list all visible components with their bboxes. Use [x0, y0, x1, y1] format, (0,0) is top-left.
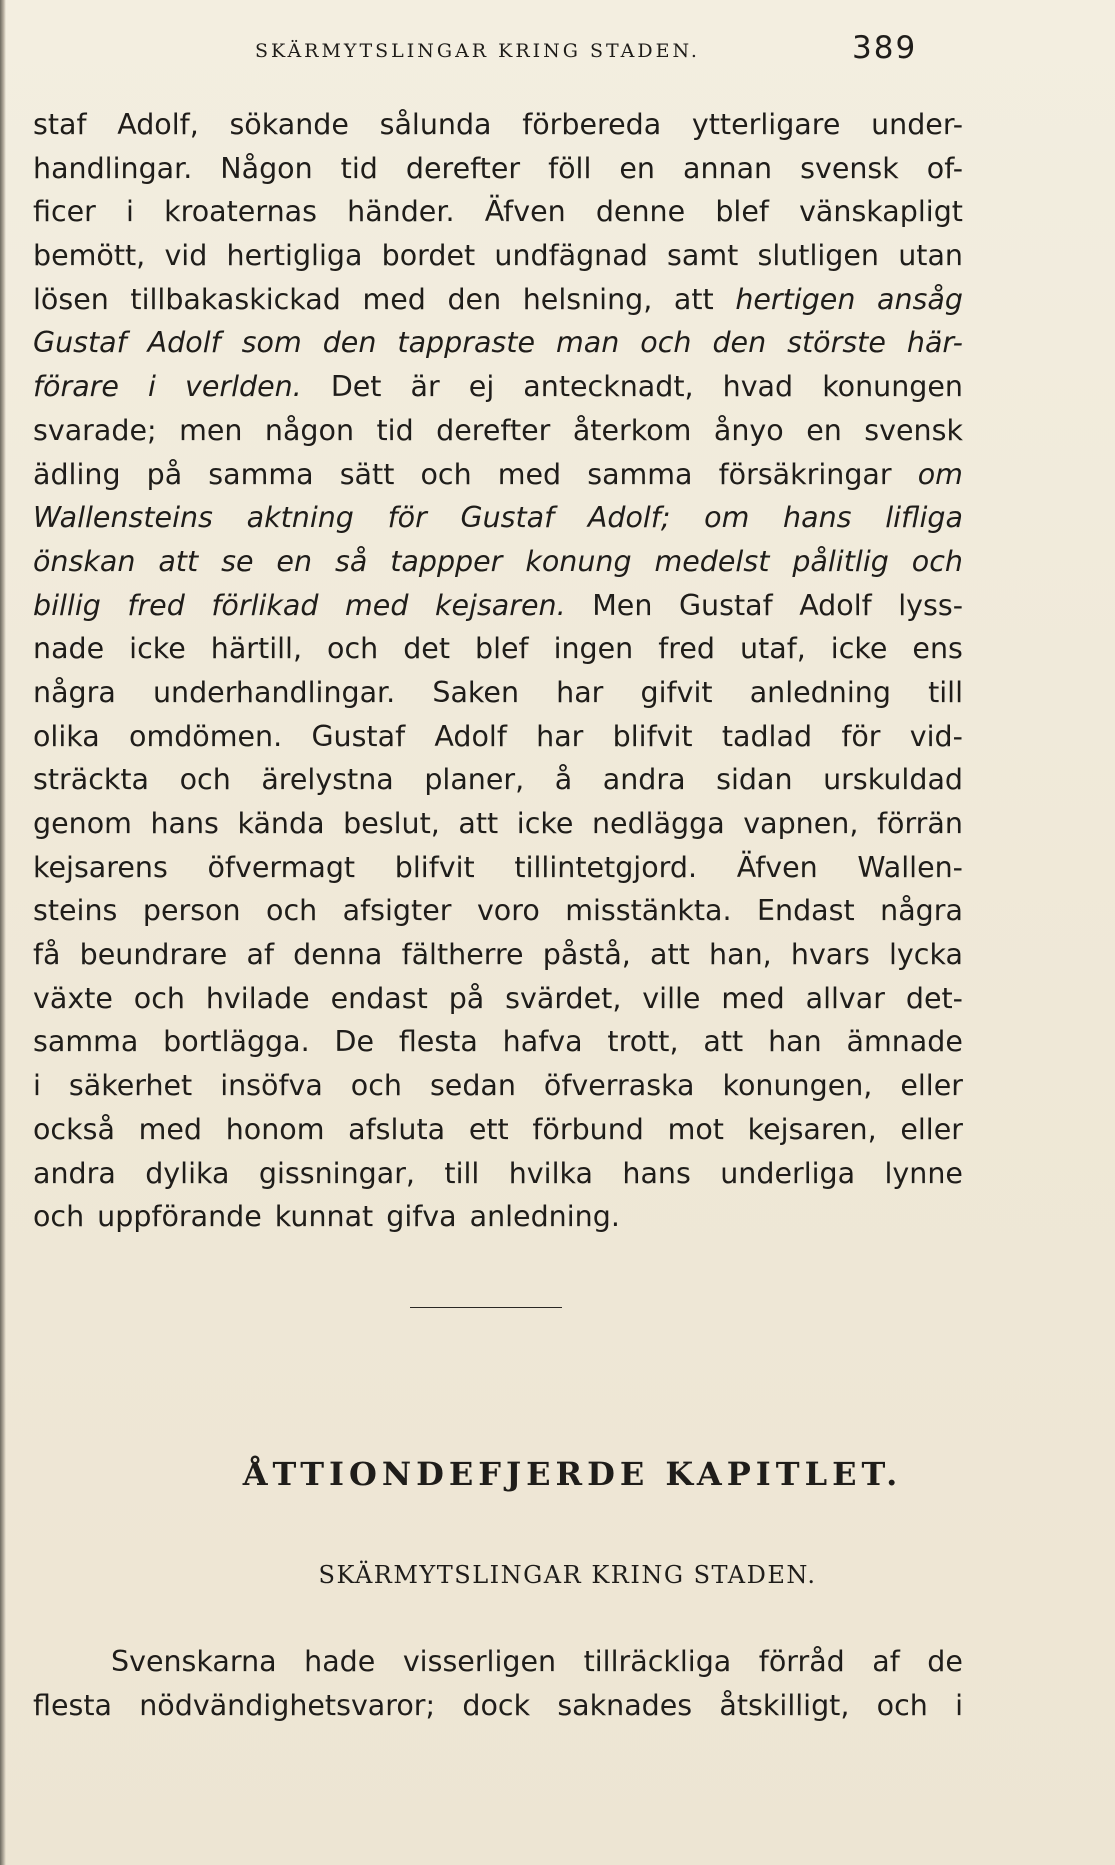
- word: misstänkta.: [565, 894, 732, 928]
- word: uppförande: [97, 1200, 262, 1234]
- page-number: 389: [852, 30, 918, 66]
- word: ansåg: [877, 282, 963, 316]
- word: beslut,: [343, 807, 440, 840]
- word: på: [146, 457, 183, 491]
- word: konungen,: [722, 1069, 873, 1103]
- word: de: [927, 1645, 963, 1678]
- word: beundrare: [79, 938, 228, 972]
- word: i: [147, 370, 156, 404]
- word: of-: [926, 151, 963, 185]
- word: och: [876, 1688, 928, 1722]
- word: Adolf: [799, 588, 872, 622]
- word: denne: [595, 195, 686, 229]
- word: och: [133, 981, 185, 1015]
- word: det-: [905, 981, 963, 1015]
- text-line: [33, 584, 963, 628]
- word: med: [362, 282, 426, 316]
- word: förbund: [532, 1112, 644, 1146]
- word: han: [768, 1025, 822, 1059]
- word: fred: [658, 632, 715, 666]
- word: blef: [715, 195, 769, 229]
- word: ärelystna: [261, 763, 394, 797]
- word: handlingar.: [33, 151, 193, 185]
- word: se: [221, 544, 254, 578]
- word: hvilka: [508, 1156, 593, 1190]
- chapter-subtitle: SKÄRMYTSLINGAR KRING STADEN.: [318, 1561, 817, 1589]
- word: Adolf;: [587, 501, 671, 535]
- word: en: [276, 544, 313, 578]
- text-line: [33, 496, 963, 540]
- word: genom: [33, 807, 132, 840]
- word: svensk: [864, 413, 963, 447]
- word: också: [33, 1112, 115, 1146]
- word: lifliga: [885, 501, 963, 535]
- word: lösen: [33, 282, 109, 316]
- word: hvad: [722, 370, 794, 404]
- text-line: [33, 190, 963, 234]
- word: i: [33, 1069, 41, 1103]
- word: och: [911, 544, 963, 578]
- word: kunnat: [274, 1200, 374, 1234]
- word: hade: [304, 1645, 376, 1678]
- word: förbereda: [522, 108, 662, 141]
- word: underliga: [720, 1156, 856, 1190]
- word: störste: [787, 326, 886, 360]
- word: Men: [592, 588, 653, 622]
- word: och: [640, 326, 692, 360]
- word: ånyo: [713, 413, 784, 447]
- word: och: [179, 763, 231, 797]
- text-line: [33, 627, 963, 671]
- word: och: [350, 1069, 402, 1103]
- word: har: [556, 675, 604, 709]
- word: öfvermagt: [207, 850, 356, 884]
- word: kejsarens: [33, 850, 168, 884]
- word: och: [420, 457, 472, 491]
- word: Endast: [757, 894, 855, 928]
- word: samma: [587, 457, 693, 491]
- running-head: SKÄRMYTSLINGAR KRING STADEN.: [255, 40, 700, 62]
- word: underhandlingar.: [152, 675, 396, 709]
- text-line: [33, 715, 963, 759]
- word: svarade;: [33, 413, 157, 447]
- text-line: [33, 365, 963, 409]
- word: tillbakaskickad: [130, 282, 341, 316]
- word: några: [33, 675, 116, 709]
- text-line: [33, 889, 963, 933]
- word: andra: [602, 763, 686, 797]
- word: afsigter: [342, 894, 452, 928]
- word: öfverraska: [543, 1069, 695, 1103]
- word: att: [703, 1025, 744, 1059]
- word: hafva: [502, 1025, 583, 1059]
- word: vänskapligt: [799, 195, 963, 229]
- word: fred: [127, 588, 185, 622]
- word: säkerhet: [68, 1069, 193, 1103]
- word: bemött,: [33, 239, 146, 273]
- word: lycka: [889, 938, 963, 972]
- word: förrän: [876, 807, 963, 840]
- text-line: [33, 977, 963, 1021]
- word: olika: [33, 719, 100, 753]
- word: urskuldad: [823, 763, 963, 797]
- word: med: [345, 588, 409, 622]
- word: den: [712, 326, 767, 360]
- word: återkom: [572, 413, 692, 447]
- word: icke: [830, 632, 888, 666]
- word: man: [555, 326, 620, 360]
- word: Äfven: [736, 850, 818, 884]
- word: och: [327, 632, 379, 666]
- word: och: [266, 894, 318, 928]
- word: förlikad: [211, 588, 319, 622]
- word: afsluta: [348, 1112, 446, 1146]
- word: vapnen,: [743, 807, 859, 840]
- word: gissningar,: [258, 1156, 415, 1190]
- word: icke: [129, 632, 186, 666]
- word: planer,: [424, 763, 525, 797]
- word: anledning.: [469, 1200, 620, 1234]
- word: att: [158, 544, 199, 578]
- word: tillräckliga: [583, 1645, 732, 1678]
- word: anledning: [749, 675, 891, 709]
- word: billig: [33, 588, 101, 622]
- word: vid: [164, 239, 208, 273]
- word: ej: [468, 370, 495, 404]
- word: mot: [667, 1112, 724, 1146]
- word: gifva: [386, 1200, 457, 1234]
- text-line: [33, 1064, 963, 1108]
- word: för: [841, 719, 881, 753]
- word: tadlad: [721, 719, 813, 753]
- word: han,: [709, 938, 772, 972]
- word: ytterligare: [691, 108, 841, 141]
- chapter-title: ÅTTIONDEFJERDE KAPITLET.: [242, 1455, 903, 1493]
- word: konungen: [822, 370, 963, 404]
- word: dylika: [145, 1156, 230, 1190]
- word: hans: [622, 1156, 691, 1190]
- word: händer.: [347, 195, 455, 229]
- word: undfägnad: [494, 239, 648, 273]
- word: om: [917, 457, 963, 491]
- word: samma: [33, 1025, 139, 1059]
- word: för: [387, 501, 427, 535]
- word: fältherre: [401, 938, 524, 972]
- word: Saken: [432, 675, 520, 709]
- word: Någon: [220, 151, 313, 185]
- word: andra: [33, 1156, 116, 1190]
- word: utaf,: [740, 632, 806, 666]
- text-line: [33, 1108, 963, 1152]
- word: derefter: [436, 413, 551, 447]
- section-divider: [410, 1307, 562, 1308]
- word: sökande: [229, 108, 349, 141]
- word: slutligen: [757, 239, 879, 273]
- word: Gustaf: [460, 501, 555, 535]
- text-line: [33, 933, 963, 977]
- word: nade: [33, 632, 105, 666]
- word: Adolf: [147, 326, 221, 360]
- word: det: [403, 632, 450, 666]
- word: blifvit: [394, 850, 475, 884]
- word: åtskilligt,: [719, 1688, 850, 1722]
- word: till: [444, 1156, 480, 1190]
- word: förare: [33, 370, 119, 404]
- word: härtill,: [210, 632, 303, 666]
- word: icke: [516, 807, 574, 840]
- word: föll: [548, 151, 592, 185]
- text-line: [33, 758, 963, 802]
- word: ämnade: [846, 1025, 963, 1059]
- word: flesta: [398, 1025, 478, 1059]
- word: blifvit: [612, 719, 693, 753]
- word: och: [33, 1200, 85, 1234]
- text-line: [33, 278, 963, 322]
- word: Adolf,: [117, 108, 199, 141]
- word: som: [241, 326, 302, 360]
- word: några: [880, 894, 963, 928]
- word: sidan: [716, 763, 793, 797]
- word: försäkringar: [718, 457, 892, 491]
- word: voro: [476, 894, 540, 928]
- word: tappraste: [397, 326, 535, 360]
- text-line: [33, 1684, 963, 1728]
- text-line: [33, 234, 963, 278]
- word: lyss-: [898, 588, 963, 622]
- word: ädling: [33, 457, 121, 491]
- word: önskan: [33, 544, 136, 578]
- word: samma: [208, 457, 314, 491]
- word: tid: [376, 413, 414, 447]
- word: i: [955, 1688, 963, 1722]
- word: växte: [33, 981, 113, 1015]
- text-line: [33, 1152, 963, 1196]
- word: kroaternas: [164, 195, 317, 229]
- word: person: [142, 894, 241, 928]
- word: sätt: [339, 457, 395, 491]
- word: medelst: [654, 544, 770, 578]
- word: få: [33, 938, 61, 972]
- word: De: [334, 1025, 374, 1059]
- word: verlden.: [184, 370, 302, 404]
- text-line: [33, 1195, 963, 1239]
- word: så: [334, 544, 368, 578]
- word: nedlägga: [591, 807, 725, 840]
- word: flesta: [33, 1688, 112, 1722]
- text-line: [33, 540, 963, 584]
- word: tappper: [390, 544, 503, 578]
- text-line: [33, 103, 963, 147]
- word: Gustaf: [678, 588, 773, 622]
- word: hertigliga: [226, 239, 363, 273]
- word: svärdet,: [505, 981, 622, 1015]
- word: om: [704, 501, 750, 535]
- word: sträckta: [33, 763, 150, 797]
- word: svensk: [800, 151, 899, 185]
- word: sedan: [429, 1069, 516, 1103]
- word: Gustaf: [311, 719, 406, 753]
- word: af: [246, 938, 274, 972]
- word: af: [872, 1645, 900, 1678]
- word: tillintetgjord.: [514, 850, 698, 884]
- word: omdömen.: [129, 719, 283, 753]
- word: en: [806, 413, 842, 447]
- word: att: [650, 938, 690, 972]
- word: kejsaren,: [747, 1112, 877, 1146]
- word: nödvändighetsvaror;: [139, 1688, 436, 1722]
- word: å: [554, 763, 573, 797]
- text-line: [33, 453, 963, 497]
- text-line: [33, 802, 963, 846]
- word: förråd: [758, 1645, 845, 1678]
- text-line: [33, 147, 963, 191]
- word: ingen: [553, 632, 634, 666]
- word: endast: [330, 981, 428, 1015]
- word: en: [619, 151, 655, 185]
- word: ens: [912, 632, 963, 666]
- word: dock: [462, 1688, 531, 1722]
- word: Wallensteins: [33, 501, 213, 535]
- word: steins: [33, 894, 118, 928]
- word: kända: [237, 807, 325, 840]
- word: trott,: [607, 1025, 679, 1059]
- word: ficer: [33, 195, 96, 229]
- word: helsning,: [522, 282, 653, 316]
- word: påstå,: [542, 938, 631, 972]
- word: allvar: [805, 981, 885, 1015]
- word: antecknadt,: [523, 370, 694, 404]
- word: hertigen: [735, 282, 856, 316]
- word: konung: [525, 544, 632, 578]
- text-line: [33, 321, 963, 365]
- word: hans: [783, 501, 852, 535]
- word: vid-: [909, 719, 963, 753]
- word: med: [497, 457, 562, 491]
- text-line: [33, 1640, 963, 1684]
- word: på: [448, 981, 485, 1015]
- word: pålitlig: [792, 544, 889, 578]
- word: hans: [150, 807, 219, 840]
- word: men: [179, 413, 243, 447]
- word: annan: [683, 151, 773, 185]
- word: är: [410, 370, 440, 404]
- word: den: [322, 326, 377, 360]
- word: lynne: [884, 1156, 963, 1190]
- word: staf: [33, 108, 87, 141]
- word: att: [458, 807, 499, 840]
- word: Wallen-: [857, 850, 963, 884]
- word: under-: [871, 108, 963, 141]
- word: Äfven: [484, 195, 566, 229]
- word: ville: [642, 981, 701, 1015]
- word: visserligen: [402, 1645, 557, 1678]
- word: tid: [340, 151, 378, 185]
- word: Det: [330, 370, 382, 404]
- word: hvilade: [205, 981, 310, 1015]
- word: Gustaf: [33, 326, 127, 360]
- text-line: [33, 846, 963, 890]
- word: den: [447, 282, 502, 316]
- word: derefter: [405, 151, 521, 185]
- word: blef: [475, 632, 529, 666]
- word: eller: [900, 1112, 963, 1146]
- word: eller: [900, 1069, 963, 1103]
- chapter-opening-paragraph: [33, 1640, 963, 1727]
- word: har: [536, 719, 584, 753]
- word: här-: [906, 326, 963, 360]
- word: med: [721, 981, 785, 1015]
- word: insöfva: [220, 1069, 323, 1103]
- word: bortlägga.: [163, 1025, 310, 1059]
- text-line: [33, 409, 963, 453]
- word: kejsaren.: [434, 588, 566, 622]
- word: med: [138, 1112, 203, 1146]
- word: hvars: [790, 938, 870, 972]
- word: gifvit: [640, 675, 713, 709]
- word: aktning: [246, 501, 354, 535]
- word: ett: [468, 1112, 509, 1146]
- word: Adolf: [434, 719, 507, 753]
- text-line: [33, 671, 963, 715]
- word: samt: [667, 239, 739, 273]
- word: honom: [225, 1112, 325, 1146]
- text-line: [33, 1020, 963, 1064]
- word: sålunda: [379, 108, 492, 141]
- word: bordet: [381, 239, 476, 273]
- word: Svenskarna: [111, 1645, 277, 1678]
- body-paragraph: [33, 103, 963, 1239]
- word: till: [928, 675, 963, 709]
- word: saknades: [557, 1688, 693, 1722]
- word: denna: [293, 938, 383, 972]
- word: i: [126, 195, 134, 229]
- word: att: [673, 282, 714, 316]
- word: någon: [264, 413, 355, 447]
- word: utan: [898, 239, 963, 273]
